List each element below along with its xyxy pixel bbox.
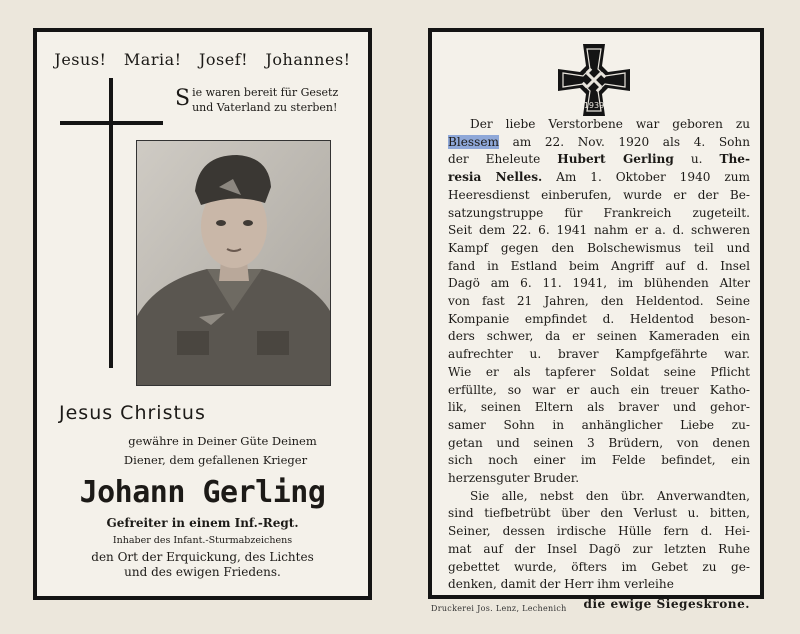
bio-line: sind tiefbetrübt über den Verlust u. bitten, <box>448 506 750 521</box>
portrait-image <box>137 141 330 385</box>
bio-line: samer Sohn in anhänglicher Liebe zu- <box>448 417 750 432</box>
printer-imprint: Druckerei Jos. Lenz, Lechenich <box>431 604 567 613</box>
bio-line: Sie alle, nebst den übr. Anverwandten, <box>470 488 750 503</box>
rest-line-2: und des ewigen Friedens. <box>124 565 281 579</box>
bio-line: Dagö am 6. 11. 1941, im blühenden Alter <box>448 276 750 291</box>
bio-line: gebettet wurde, öfters im Gebet zu ge- <box>448 559 750 574</box>
bio-line: mat auf der Insel Dagö zur letzten Ruhe <box>448 541 750 556</box>
bio-line: fand in Estland beim Angriff auf d. Insel <box>448 258 750 273</box>
bio-line: Der liebe Verstorbene war geboren zu <box>470 117 750 131</box>
bio-line: denken, damit der Herr ihm verleihe <box>448 577 674 592</box>
bio-line: Kampf gegen den Bolschewismus teil und <box>448 240 750 255</box>
motto <box>175 85 365 115</box>
bio-line: herzensguter Bruder. <box>448 471 580 486</box>
father-name: Hubert Gerling <box>557 152 674 167</box>
birthplace-name: Blessem <box>448 134 499 149</box>
rest-line-1: den Ort der Erquickung, des Lichtes <box>91 550 314 564</box>
invocation-line <box>37 50 368 69</box>
jesus-christus-heading: Jesus Christus <box>59 402 206 424</box>
bio-line: Seit dem 22. 6. 1941 nahm er a. d. schweren <box>448 223 750 238</box>
bio-line: Kompanie empfindet d. Heldentod beson- <box>448 311 750 326</box>
bio-line: satzungstruppe für Frankreich zugeteilt. <box>448 205 750 220</box>
military-rank: Gefreiter in einem Inf.-Regt. <box>106 516 299 530</box>
mother-name-part1: The- <box>719 152 750 167</box>
bio-line: resia Nelles. Am 1. Oktober 1940 zum <box>448 170 750 185</box>
prayer-line-2: Diener, dem gefallenen Krieger <box>123 453 308 467</box>
soldier-portrait-photo <box>136 140 331 386</box>
invocation-josef: Josef! <box>198 50 249 69</box>
prayer-text <box>37 432 368 470</box>
bio-line: Seiner, dessen irdische Hülle fern d. Hei- <box>448 524 750 539</box>
iron-cross-icon <box>556 42 632 118</box>
eternal-rest-text <box>37 550 368 580</box>
invocation-maria: Maria! <box>123 50 182 69</box>
mother-name-part2: resia Nelles. <box>448 170 543 185</box>
invocation-jesus: Jesus! <box>54 50 107 69</box>
iron-cross-year: 1939 <box>583 101 605 110</box>
left-card-panel <box>33 28 372 600</box>
invocation-johannes: Johannes! <box>265 50 351 69</box>
bio-line: getan und seinen 3 Brüdern, von denen <box>448 435 750 450</box>
motto-line-1: ie waren bereit für Gesetz <box>192 86 339 99</box>
memorial-cross-bar <box>60 121 163 125</box>
bio-line: Heeresdienst einberufen, wurde er der Be- <box>448 187 750 202</box>
bio-line: aufrechter u. braver Kampfgefährte war. <box>448 347 750 362</box>
motto-line-2: und Vaterland zu sterben! <box>192 101 338 114</box>
bio-line: erfüllte, so war er auch ein treuer Katho- <box>448 382 750 397</box>
bio-line: der Eheleute Hubert Gerling u. The- <box>448 152 750 167</box>
deceased-name: Johann Gerling <box>79 475 326 510</box>
bio-line: sich noch einer im Felde befindet, ein <box>448 453 750 468</box>
decoration-text: Inhaber des Infant.-Sturmabzeichens <box>112 535 293 546</box>
bio-line: ders schwer, da er seinen Kameraden ein <box>448 329 750 344</box>
bio-line: lik, seinen Eltern als braver und gehor- <box>448 400 750 415</box>
motto-initial: S <box>175 86 191 111</box>
prayer-line-1: gewähre in Deiner Güte Deinem <box>128 434 317 448</box>
closing-phrase: die ewige Siegeskrone. <box>583 596 750 611</box>
biography-text <box>448 116 750 614</box>
bio-line: Wie er als tapferer Soldat seine Pflicht <box>448 364 750 379</box>
bio-line: von fast 21 Jahren, den Heldentod. Seine <box>448 294 750 309</box>
bio-line: Blessem am 22. Nov. 1920 als 4. Sohn <box>448 134 750 149</box>
